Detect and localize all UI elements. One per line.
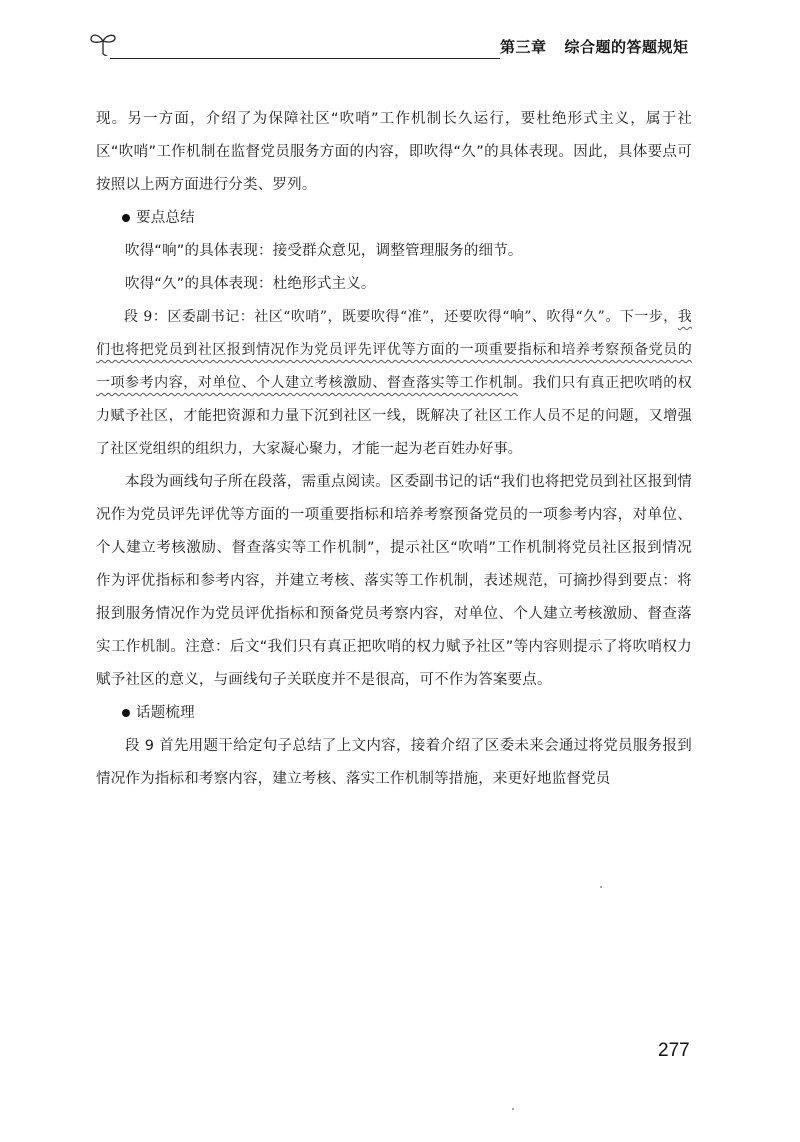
paragraph: 现。另一方面，介绍了为保障社区“吹哨”工作机制长久运行，要杜绝形式主义，属于社区“吹哨”工作机制在监督党员服务方面的内容，即吹得“久”的具体表现。因此，具体要点可按照以上两方面进行分类、罗列。 (96, 111, 692, 193)
header-rule (110, 58, 500, 59)
page-body (96, 103, 692, 796)
passage-text: 段 9：区委副书记：社区“吹哨”，既要吹得“准”，还要吹得“响”、吹得“久”。下一步， (124, 309, 678, 325)
paragraph: 吹得“久”的具体表现：杜绝形式主义。 (125, 276, 376, 292)
sprout-logo-icon (88, 30, 118, 56)
scan-speck (600, 886, 602, 888)
chapter-number: 第三章 (500, 38, 547, 56)
bullet-dot-icon (122, 709, 130, 717)
page-number: 277 (658, 1040, 690, 1061)
paragraph: 段 9 首先用题干给定句子总结了上文内容，接着介绍了区委未来会通过将党员服务报到情况作为指标和考察内容，建立考核、落实工作机制等措施，来更好地监督党员 (96, 738, 692, 787)
chapter-title: 综合题的答题规矩 (564, 38, 689, 56)
chapter-heading (500, 36, 689, 57)
paragraph: 本段为画线句子所在段落，需重点阅读。区委副书记的话“我们也将把党员到社区报到情况作为党员评先评优等方面的一项重要指标和培养考察预备党员的一项参考内容，对单位、个人建立考核激励、督查落实等工作机制”，提示社区“吹哨”工作机制将党员社区报到情况作为评优指标和参考内容，并建立考核、落实等工作机制，表述规范，可摘抄得到要点：将报到服务情况作为党员评优指标和预备党员考察内容，对单位、个人建立考核激励、督查落实工作机制。注意：后文“我们只有真正把吹哨的权力赋予社区”等内容则提示了将吹哨权力赋予社区的意义，与画线句子关联度并不是很高，可不作为答案要点。 (96, 474, 692, 688)
section-heading-label: 要点总结 (136, 210, 195, 226)
section-heading-topic-review (96, 697, 692, 730)
paragraph: 吹得“响”的具体表现：接受群众意见，调整管理服务的细节。 (125, 243, 523, 259)
section-heading-key-points (96, 202, 692, 235)
passage-text: 。我们只有真正把吹哨的权力赋予社区，才能把资源和力量下沉到社区一线，既解决了社区工作人员不足的问题，又增强了社区党组织的组织力，大家凝心聚力，才能一起为老百姓办好事。 (96, 375, 692, 457)
bullet-dot-icon (122, 214, 130, 222)
running-header (88, 28, 696, 68)
quoted-passage (96, 301, 692, 466)
section-heading-label: 话题梳理 (136, 705, 195, 721)
scan-speck (512, 1108, 514, 1110)
underlined-sentence: 我们也将把党员到社区报到情况作为党员评先评优等方面的一项重要指标和培养考察预备党员的一项参考内容，对单位、个人建立考核激励、督查落实等工作机制 (96, 309, 692, 391)
